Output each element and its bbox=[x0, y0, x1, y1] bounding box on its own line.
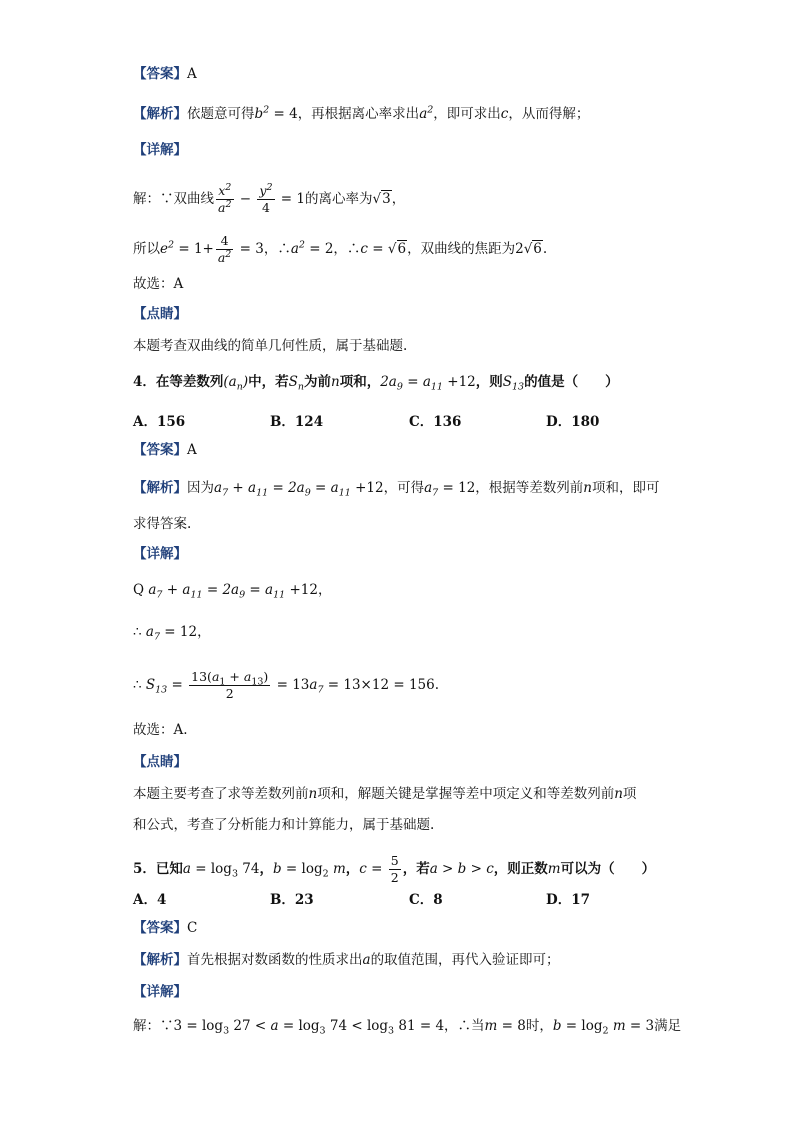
fraction: $\frac{y^2}{4}$ bbox=[259, 181, 273, 215]
option-d[interactable]: D．17 bbox=[546, 892, 590, 908]
formula: $b^2 = 4$ bbox=[254, 104, 298, 122]
detail-line bbox=[133, 140, 187, 160]
question-4-stem: 4．在等差数列$(a_n)$中，若$S_n$为前n项和，$2a_9 = a_{11} +12$，则$S_{13}$的值是（ ） bbox=[133, 374, 619, 393]
comment-label: 【点睛】 bbox=[133, 306, 187, 322]
sqrt-expr: √6 bbox=[523, 241, 542, 257]
sqrt-expr: √3 bbox=[372, 191, 391, 207]
detail-label: 【详解】 bbox=[133, 142, 187, 158]
option-a[interactable]: A．4 bbox=[133, 892, 167, 908]
detail-label: 【详解】 bbox=[133, 546, 187, 562]
option-c[interactable]: C．136 bbox=[409, 414, 462, 430]
fraction: $\frac{x^2}{a^2}$ bbox=[218, 181, 232, 215]
detail-text: Q $a_7 + a_{11} = 2a_9 = a_{11} +12$， bbox=[133, 582, 332, 601]
detail-text: 解：∵双曲线 $\frac{x^2}{a^2}$ − $\frac{y^2}{4}$ = 1的离心率为√3， bbox=[133, 180, 405, 218]
answer-line bbox=[133, 440, 197, 460]
question-5-options bbox=[133, 888, 693, 908]
fraction: $\frac{4}{a^2}$ bbox=[217, 233, 232, 265]
comment-text: 本题考查双曲线的简单几何性质，属于基础题. bbox=[133, 338, 408, 354]
answer-value: A bbox=[187, 442, 197, 458]
comment-label: 【点睛】 bbox=[133, 754, 187, 770]
analysis-label: 【解析】 bbox=[133, 480, 187, 496]
option-c[interactable]: C．8 bbox=[409, 892, 443, 908]
answer-label: 【答案】 bbox=[133, 920, 187, 936]
fraction: $\frac{13(a_1 + a_{13})}{2}$ bbox=[191, 669, 269, 701]
question-4-options bbox=[133, 410, 693, 430]
choose-line: 故选：A. bbox=[133, 722, 188, 738]
detail-text: ∴ $S_{13}$ = $\frac{13(a_1 + a_{13})}{2}$ = $13a_7 = 13\times 12 = 156$. bbox=[133, 669, 439, 701]
answer-label: 【答案】 bbox=[133, 442, 187, 458]
comment-line bbox=[133, 304, 187, 324]
detail-line bbox=[133, 544, 187, 564]
detail-text: 所以$e^2 = 1+$ $\frac{4}{a^2}$ = 3，$\therefore a^2 = 2$，∴c = √6，双曲线的焦距为2√6. bbox=[133, 230, 547, 268]
option-b[interactable]: B．23 bbox=[270, 892, 314, 908]
detail-text: ∴ $a_7 = 12$， bbox=[133, 624, 211, 643]
fraction: $\frac{5}{2}$ bbox=[390, 853, 399, 885]
detail-label: 【详解】 bbox=[133, 984, 187, 1000]
sqrt-expr: √6 bbox=[387, 241, 407, 257]
comment-text: 本题主要考查了求等差数列前n项和，解题关键是掌握等差中项定义和等差数列前n项 bbox=[133, 786, 637, 802]
option-d[interactable]: D．180 bbox=[546, 414, 600, 430]
answer-value: A bbox=[187, 66, 197, 82]
detail-text: 解：∵3 = $\log_3 27 < a = \log_3 74 < \log_3 81 = 4$，∴当m = 8时，$b = \log_2 m = 3$满足 bbox=[133, 1018, 682, 1037]
analysis-label: 【解析】 bbox=[133, 106, 187, 122]
choose-line: 故选：A bbox=[133, 276, 184, 292]
option-a[interactable]: A．156 bbox=[133, 414, 186, 430]
answer-line bbox=[133, 64, 197, 84]
detail-line bbox=[133, 982, 187, 1002]
answer-value: C bbox=[187, 920, 198, 936]
analysis-line-2: 求得答案. bbox=[133, 516, 192, 532]
analysis-label: 【解析】 bbox=[133, 952, 187, 968]
option-b[interactable]: B．124 bbox=[270, 414, 324, 430]
analysis-line: 【解析】因为$a_7 + a_{11} = 2a_9 = a_{11} +12$，可得$a_7 = 12$，根据等差数列前n项和，即可 bbox=[133, 480, 660, 499]
analysis-line: 【解析】依题意可得$b^2 = 4$，再根据离心率求出$a^2$，即可求出c，从而得解； bbox=[133, 104, 590, 122]
comment-line bbox=[133, 752, 187, 772]
comment-text: 和公式，考查了分析能力和计算能力，属于基础题. bbox=[133, 817, 435, 833]
answer-label: 【答案】 bbox=[133, 66, 187, 82]
question-5-stem: 5．已知$a = \log_3 74$，$b = \log_2 m$，c = $\frac{5}{2}$ ，若a > b > c，则正数m可以为（ ） bbox=[133, 853, 656, 885]
answer-line bbox=[133, 918, 197, 938]
analysis-line: 【解析】首先根据对数函数的性质求出a的取值范围，再代入验证即可； bbox=[133, 952, 560, 968]
